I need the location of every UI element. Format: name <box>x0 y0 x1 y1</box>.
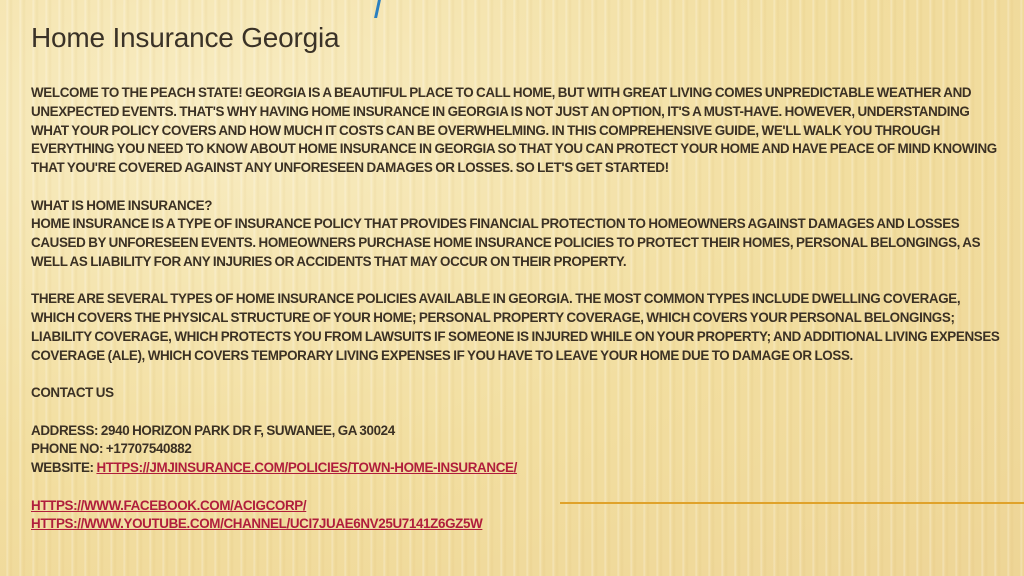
slide-title: Home Insurance Georgia <box>31 22 340 53</box>
contact-website <box>31 459 1001 478</box>
spacer <box>31 478 1001 497</box>
slide-content <box>31 84 1001 534</box>
spacer <box>31 178 1001 197</box>
youtube-row <box>31 515 1001 534</box>
what-paragraph: HOME INSURANCE IS A TYPE OF INSURANCE POLICY THAT PROVIDES FINANCIAL PROTECTION TO HOMEOWNERS AGAINST DAMAGES AND LOSSES CAUSED BY UNFORESEEN EVENTS. HOMEOWNERS PURCHASE HOME INSURANCE POLICIES TO PROTECT THEIR HOMES, PERSONAL BELONGINGS, AS WELL AS LIABILITY FOR ANY INJURIES OR ACCIDENTS THAT MAY OCCUR ON THEIR PROPERTY. <box>31 216 981 269</box>
intro-paragraph: WELCOME TO THE PEACH STATE! GEORGIA IS A BEAUTIFUL PLACE TO CALL HOME, BUT WITH GREAT LIVING COMES UNPREDICTABLE WEATHER AND UNEXPECTED EVENTS. THAT'S WHY HAVING HOME INSURANCE IN GEORGIA IS NOT JUST AN OPTION, IT'S A MUST-HAVE. HOWEVER, UNDERSTANDING WHAT YOUR POLICY COVERS AND HOW MUCH IT COSTS CAN BE OVERWHELMING. IN THIS COMPREHENSIVE GUIDE, WE'LL WALK YOU THROUGH EVERYTHING YOU NEED TO KNOW ABOUT HOME INSURANCE IN GEORGIA SO THAT YOU CAN PROTECT YOUR HOME AND HAVE PEACE OF MIND KNOWING THAT YOU'RE COVERED AGAINST ANY UNFORESEEN DAMAGES OR LOSSES. SO LET'S GET STARTED! <box>31 85 997 175</box>
facebook-row <box>31 497 1001 516</box>
spacer <box>31 403 1001 422</box>
slide-accent-line <box>374 0 381 18</box>
website-link[interactable]: HTTPS://JMJINSURANCE.COM/POLICIES/TOWN-HOME-INSURANCE/ <box>96 460 517 475</box>
facebook-link[interactable]: HTTPS://WWW.FACEBOOK.COM/ACIGCORP/ <box>31 497 307 513</box>
contact-address: ADDRESS: 2940 HORIZON PARK DR F, SUWANEE, GA 30024 <box>31 422 395 438</box>
types-paragraph: THERE ARE SEVERAL TYPES OF HOME INSURANCE POLICIES AVAILABLE IN GEORGIA. THE MOST COMMON TYPES INCLUDE DWELLING COVERAGE, WHICH COVERS THE PHYSICAL STRUCTURE OF YOUR HOME; PERSONAL PROPERTY COVERAGE, WHICH COVERS YOUR PERSONAL BELONGINGS; LIABILITY COVERAGE, WHICH PROTECTS YOU FROM LAWSUITS IF SOMEONE IS INJURED WHILE ON YOUR PROPERTY; AND ADDITIONAL LIVING EXPENSES COVERAGE (ALE), WHICH COVERS TEMPORARY LIVING EXPENSES IF YOU HAVE TO LEAVE YOUR HOME DUE TO DAMAGE OR LOSS. <box>31 291 1000 363</box>
youtube-link[interactable]: HTTPS://WWW.YOUTUBE.COM/CHANNEL/UCI7JUAE6NV25U7141Z6GZ5W <box>31 516 483 532</box>
spacer <box>31 272 1001 291</box>
what-heading: WHAT IS HOME INSURANCE? <box>31 197 213 213</box>
contact-phone: PHONE NO: +17707540882 <box>31 441 192 457</box>
website-label: WEBSITE: <box>31 460 97 475</box>
spacer <box>31 365 1001 384</box>
contact-heading: CONTACT US <box>31 385 114 400</box>
